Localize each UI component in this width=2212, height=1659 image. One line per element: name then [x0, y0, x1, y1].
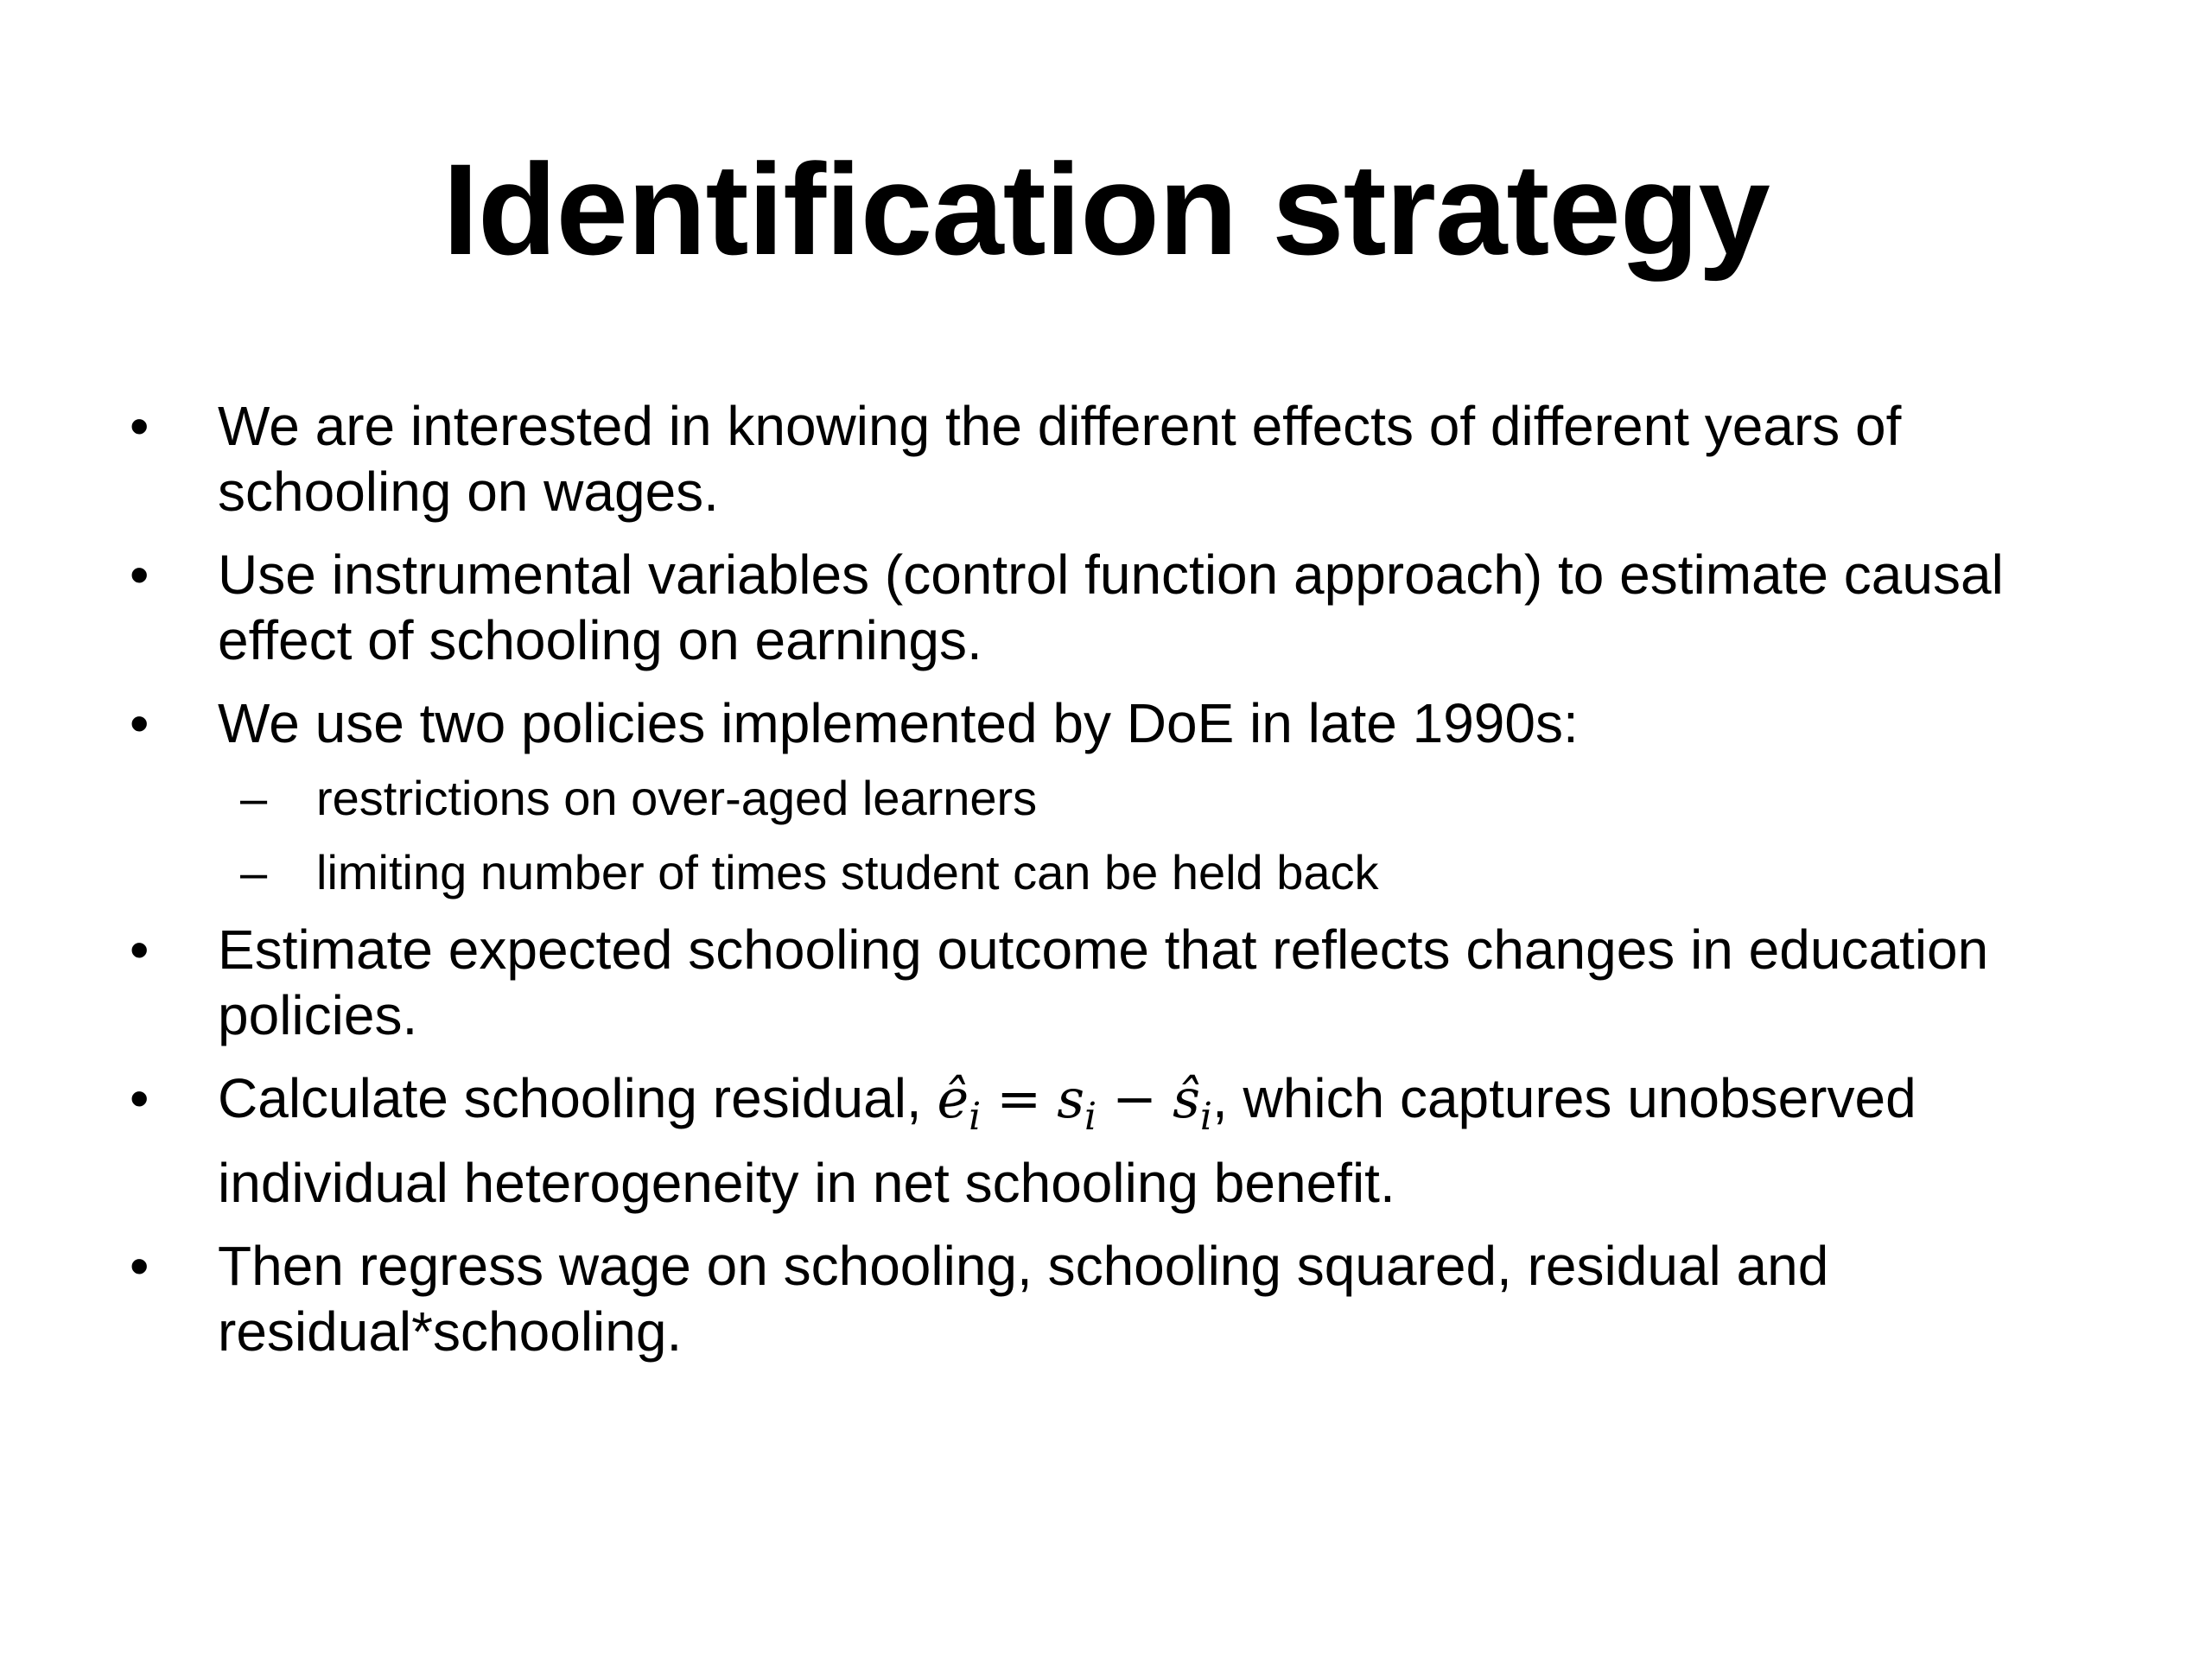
- formula-subscript: i: [1084, 1095, 1097, 1139]
- formula-subscript: i: [969, 1095, 982, 1139]
- formula-equals: =: [996, 1067, 1042, 1130]
- bullet-marker: •: [130, 692, 149, 754]
- formula-minus: −: [1112, 1067, 1158, 1130]
- bullet-item: [130, 1065, 2143, 1216]
- bullet-marker: •: [130, 1067, 149, 1129]
- bullet-item: [130, 917, 2143, 1048]
- formula-ehat: ê: [937, 1067, 969, 1130]
- bullet-text: We are interested in knowing the different effects of different years of schooling on wages.: [218, 395, 1902, 523]
- bullet-item: [130, 1233, 2143, 1364]
- bullet-list: [130, 393, 2143, 1382]
- bullet-text-after: , which captures unobserved individual heterogeneity in net schooling benefit.: [218, 1067, 1916, 1214]
- bullet-marker: •: [130, 1235, 149, 1297]
- sub-item: [130, 768, 2143, 829]
- bullet-text: Then regress wage on schooling, schooling squared, residual and residual*schooling.: [218, 1235, 1829, 1363]
- bullet-text: Use instrumental variables (control function approach) to estimate causal effect of schooling on earnings.: [218, 543, 2004, 671]
- sub-list: [130, 768, 2143, 903]
- bullet-item: [130, 542, 2143, 673]
- slide-title: Identification strategy: [442, 137, 1770, 282]
- sub-text: limiting number of times student can be held back: [316, 845, 1379, 899]
- bullet-marker: •: [130, 543, 149, 606]
- residual-formula: [937, 1067, 1212, 1139]
- bullet-item: [130, 690, 2143, 756]
- sub-text: restrictions on over-aged learners: [316, 771, 1038, 825]
- bullet-item: [130, 393, 2143, 524]
- formula-subscript: i: [1199, 1095, 1212, 1139]
- bullet-text: We use two policies implemented by DoE in late 1990s:: [218, 692, 1579, 754]
- sub-marker: –: [240, 771, 268, 825]
- sub-item: [130, 842, 2143, 903]
- bullet-text-before: Calculate schooling residual,: [218, 1067, 938, 1129]
- bullet-text: Estimate expected schooling outcome that reflects changes in education policies.: [218, 918, 1989, 1046]
- formula-shat: ŝ: [1173, 1067, 1200, 1130]
- bullet-marker: •: [130, 918, 149, 981]
- sub-marker: –: [240, 845, 268, 899]
- formula-s: s: [1057, 1067, 1085, 1130]
- bullet-marker: •: [130, 395, 149, 457]
